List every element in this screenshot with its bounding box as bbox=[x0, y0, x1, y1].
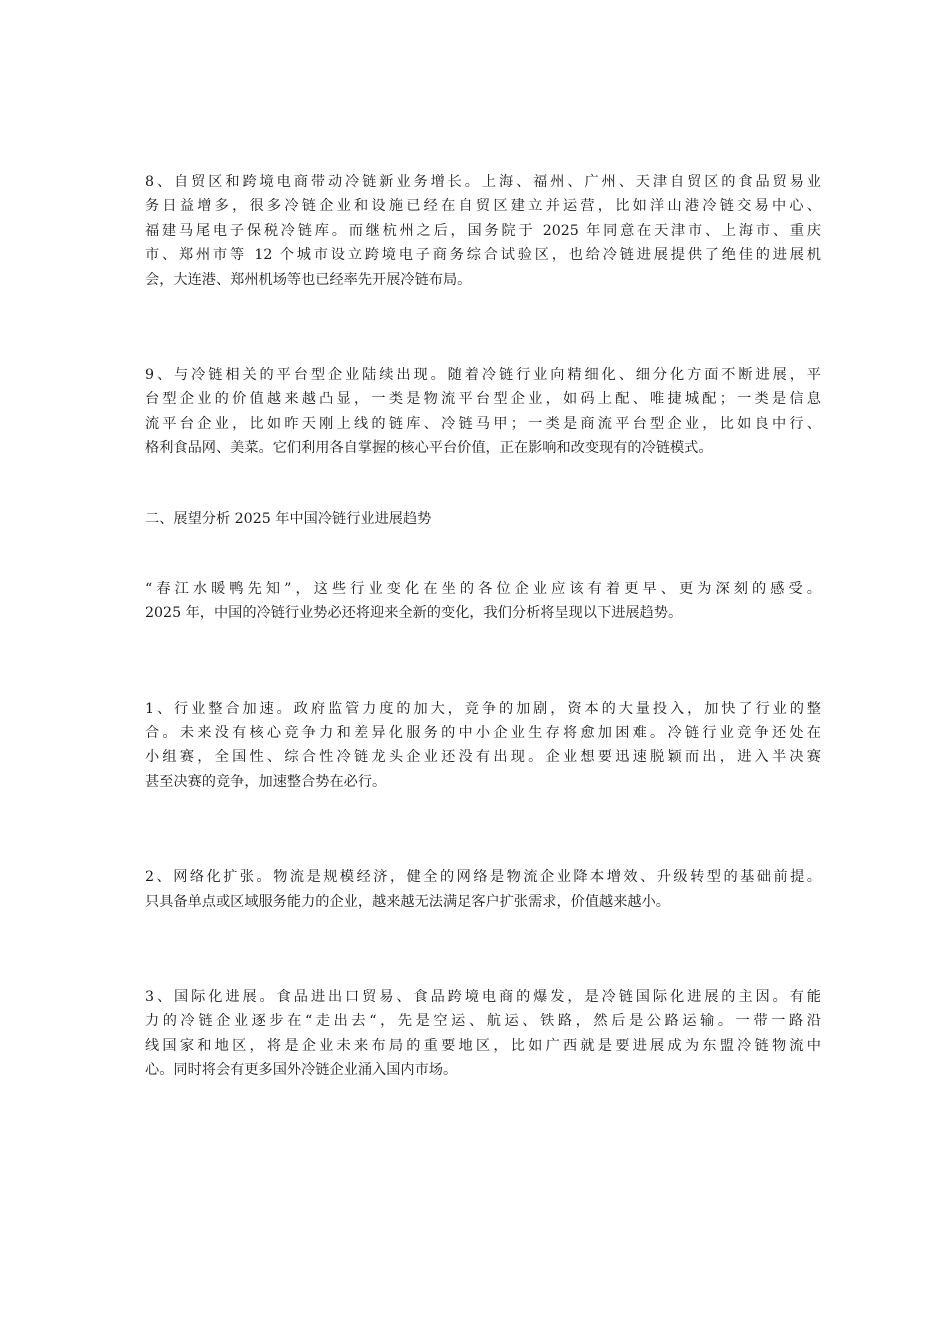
paragraph-spacer bbox=[145, 794, 821, 865]
text-line: 小组赛，全国性、综合性冷链龙头企业还没有出现。企业想要迅速脱颖而出，进入半决赛 bbox=[145, 749, 821, 766]
paragraph-spacer bbox=[145, 626, 821, 697]
text-line: 会，大连港、郑州机场等也已经率先开展冷链布局。 bbox=[145, 271, 472, 288]
paragraph-trend-2 bbox=[145, 865, 821, 914]
text-line: 2025 年，中国的冷链行业势必还将迎来全新的变化，我们分析将呈现以下进展趋势。 bbox=[145, 605, 683, 622]
text-line: 台型企业的价值越来越凸显，一类是物流平台型企业，如码上配、唯捷城配；一类是信息 bbox=[145, 391, 821, 408]
text-line: 8、自贸区和跨境电商带动冷链新业务增长。上海、福州、广州、天津自贸区的食品贸易业 bbox=[145, 174, 821, 190]
text-line: 只具备单点或区域服务能力的企业，越来越无法满足客户扩张需求，价值越来越小。 bbox=[145, 893, 670, 910]
paragraph-8 bbox=[145, 170, 821, 292]
text-line: 1、行业整合加速。政府监管力度的加大，竞争的加剧，资本的大量投入，加快了行业的整 bbox=[145, 700, 821, 717]
paragraph-trend-3 bbox=[145, 985, 821, 1083]
text-line: 流平台企业，比如昨天刚上线的链库、冷链马甲；一类是商流平台型企业，比如良中行、 bbox=[145, 415, 821, 432]
text-line: 福建马尾电子保税冷链库。而继杭州之后，国务院于 2025 年同意在天津市、上海市、重庆 bbox=[145, 222, 821, 239]
paragraph-spacer bbox=[145, 461, 821, 507]
paragraph-spacer bbox=[145, 914, 821, 985]
text-line: 9、与冷链相关的平台型企业陆续出现。随着冷链行业向精细化、细分化方面不断进展，平 bbox=[145, 366, 821, 383]
text-line: 2、网络化扩张。物流是规模经济，健全的网络是物流企业降本增效、升级转型的基础前提。 bbox=[145, 869, 821, 886]
section-heading: 二、展望分析 2025 年中国冷链行业进展趋势 bbox=[145, 510, 432, 527]
paragraph-trend-1 bbox=[145, 697, 821, 795]
paragraph-intro bbox=[145, 577, 821, 626]
paragraph-spacer bbox=[145, 531, 821, 577]
document-body bbox=[145, 170, 821, 1083]
text-line: 心。同时将会有更多国外冷链企业涌入国内市场。 bbox=[145, 1062, 458, 1079]
text-line: 格利食品网、美菜。它们利用各自掌握的核心平台价值，正在影响和改变现有的冷链模式。 bbox=[145, 440, 713, 457]
text-line: 合。未来没有核心竞争力和差异化服务的中小企业生存将愈加困难。冷链行业竞争还处在 bbox=[145, 725, 821, 742]
paragraph-spacer bbox=[145, 292, 821, 363]
text-line: 线国家和地区，将是企业未来布局的重要地区，比如广西就是要进展成为东盟冷链物流中 bbox=[145, 1037, 821, 1054]
text-line: 务日益增多，很多冷链企业和设施已经在自贸区建立并运营，比如洋山港冷链交易中心、 bbox=[145, 198, 821, 215]
paragraph-9 bbox=[145, 363, 821, 461]
text-line: 3、国际化进展。食品进出口贸易、食品跨境电商的爆发，是冷链国际化进展的主因。有能 bbox=[145, 989, 821, 1006]
text-line: 甚至决赛的竞争，加速整合势在必行。 bbox=[145, 773, 387, 790]
text-line: “春江水暖鸭先知”，这些行业变化在坐的各位企业应该有着更早、更为深刻的感受。 bbox=[145, 580, 821, 597]
text-line: 力的冷链企业逐步在“走出去“，先是空运、航运、铁路，然后是公路运输。一带一路沿 bbox=[145, 1013, 821, 1030]
text-line: 市、郑州市等 12 个城市设立跨境电子商务综合试验区，也给冷链进展提供了绝佳的进展机 bbox=[145, 247, 821, 264]
